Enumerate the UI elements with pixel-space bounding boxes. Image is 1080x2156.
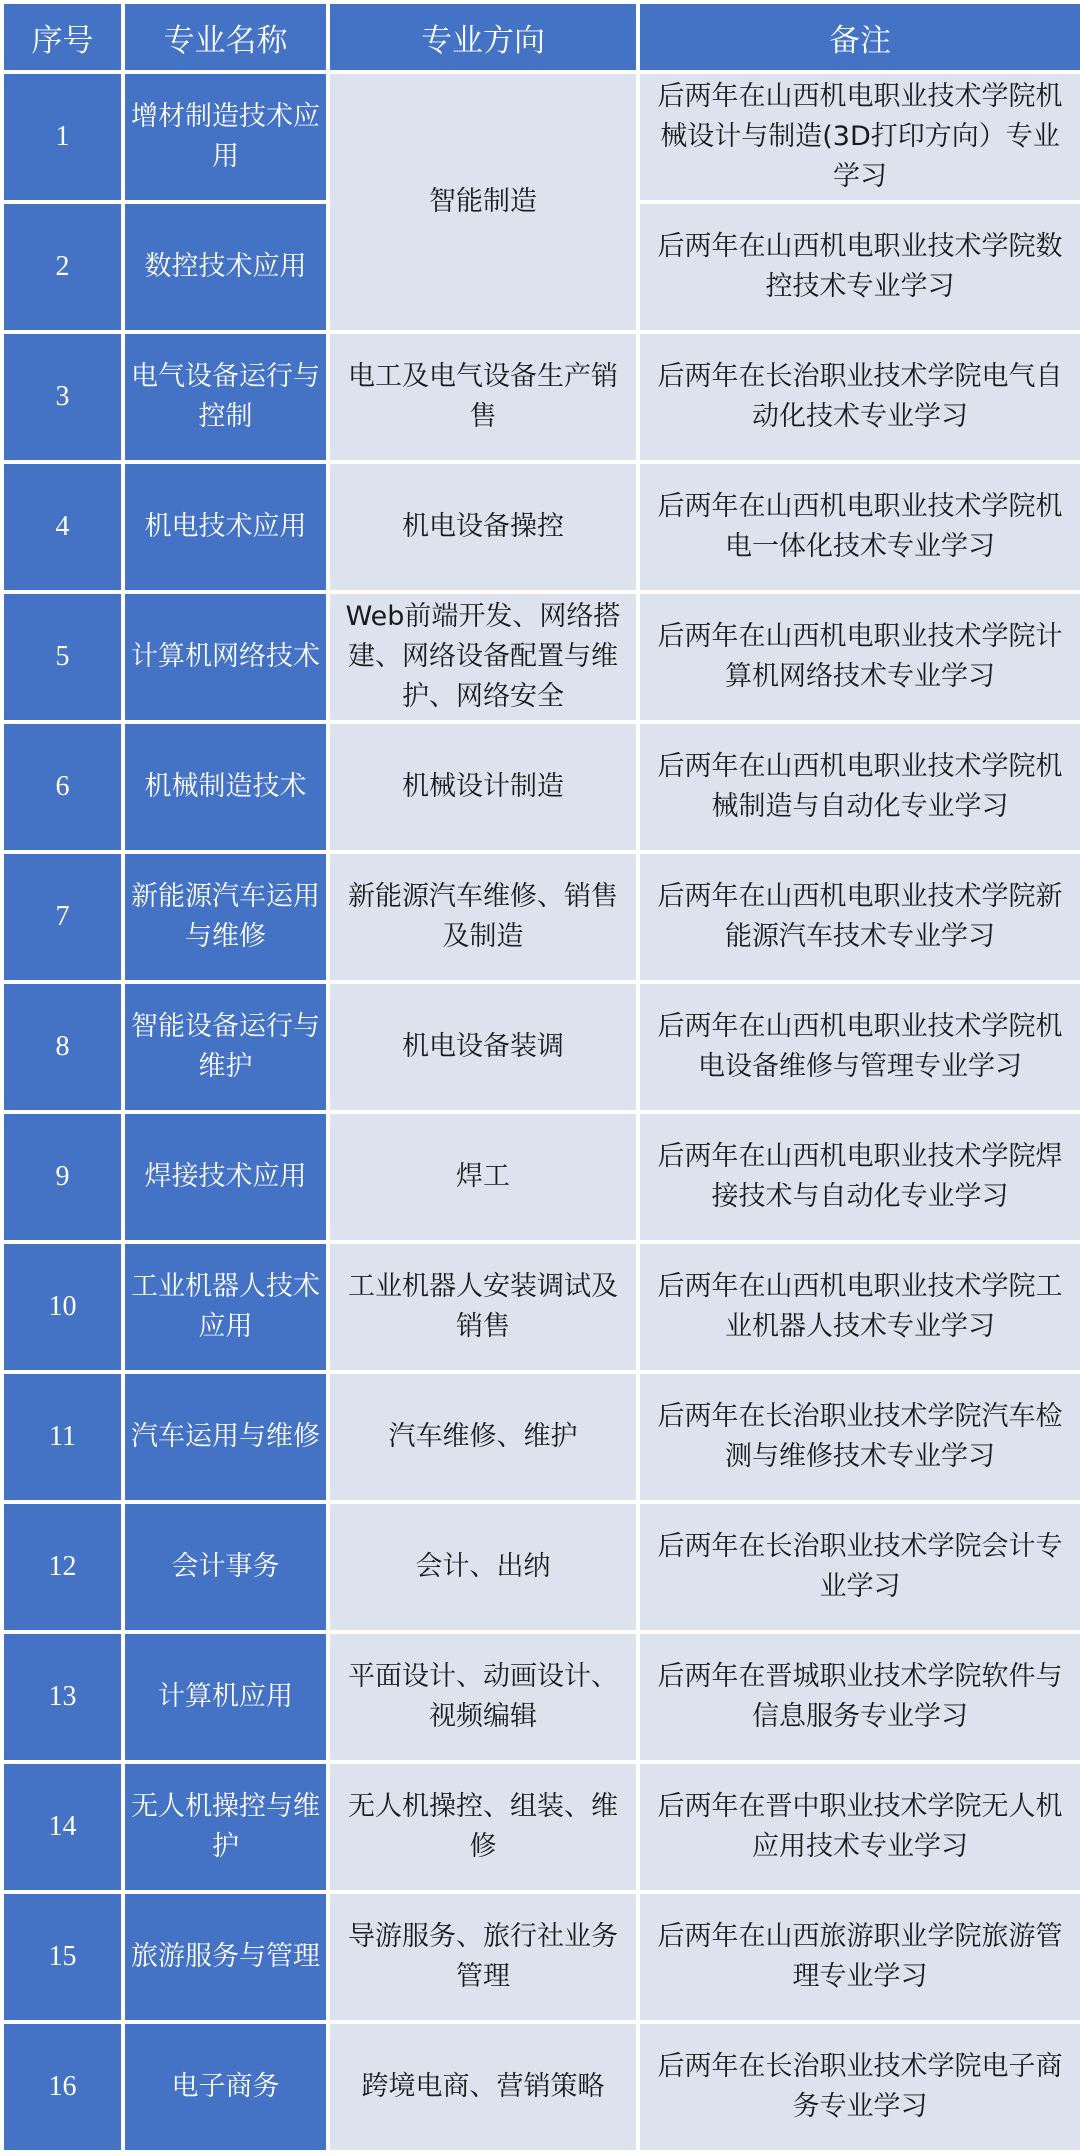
row-direction: 汽车维修、维护 — [330, 1374, 636, 1500]
header-index: 序号 — [4, 4, 121, 70]
row-index: 7 — [4, 854, 121, 980]
row-direction: 机电设备装调 — [330, 984, 636, 1110]
table-row — [4, 1764, 1080, 1890]
row-index: 3 — [4, 334, 121, 460]
row-direction: Web前端开发、网络搭建、网络设备配置与维护、网络安全 — [330, 594, 636, 720]
row-index: 14 — [4, 1764, 121, 1890]
row-index: 15 — [4, 1894, 121, 2020]
row-direction: 机电设备操控 — [330, 464, 636, 590]
row-major-name: 新能源汽车运用与维修 — [125, 854, 326, 980]
table-body — [4, 74, 1080, 2150]
row-direction: 电工及电气设备生产销售 — [330, 334, 636, 460]
row-remark: 后两年在山西机电职业技术学院数控技术专业学习 — [640, 204, 1080, 330]
table-row — [4, 2024, 1080, 2150]
row-direction: 智能制造 — [330, 74, 636, 330]
row-major-name: 增材制造技术应用 — [125, 74, 326, 200]
row-major-name: 计算机网络技术 — [125, 594, 326, 720]
table-row — [4, 724, 1080, 850]
row-direction: 机械设计制造 — [330, 724, 636, 850]
table-row — [4, 594, 1080, 720]
table-row — [4, 464, 1080, 590]
row-remark: 后两年在山西机电职业技术学院机电一体化技术专业学习 — [640, 464, 1080, 590]
table-row — [4, 1894, 1080, 2020]
row-major-name: 电气设备运行与控制 — [125, 334, 326, 460]
row-index: 4 — [4, 464, 121, 590]
row-remark: 后两年在晋城职业技术学院软件与信息服务专业学习 — [640, 1634, 1080, 1760]
row-direction: 会计、出纳 — [330, 1504, 636, 1630]
row-major-name: 数控技术应用 — [125, 204, 326, 330]
row-major-name: 智能设备运行与维护 — [125, 984, 326, 1110]
row-index: 2 — [4, 204, 121, 330]
row-remark: 后两年在山西机电职业技术学院计算机网络技术专业学习 — [640, 594, 1080, 720]
row-remark: 后两年在山西机电职业技术学院工业机器人技术专业学习 — [640, 1244, 1080, 1370]
table-row — [4, 854, 1080, 980]
row-direction: 导游服务、旅行社业务管理 — [330, 1894, 636, 2020]
row-major-name: 会计事务 — [125, 1504, 326, 1630]
row-major-name: 旅游服务与管理 — [125, 1894, 326, 2020]
row-major-name: 无人机操控与维护 — [125, 1764, 326, 1890]
row-index: 13 — [4, 1634, 121, 1760]
row-major-name: 计算机应用 — [125, 1634, 326, 1760]
row-direction: 焊工 — [330, 1114, 636, 1240]
table-row — [4, 1244, 1080, 1370]
row-index: 1 — [4, 74, 121, 200]
row-index: 11 — [4, 1374, 121, 1500]
table-header — [4, 4, 1080, 70]
row-remark: 后两年在长治职业技术学院汽车检测与维修技术专业学习 — [640, 1374, 1080, 1500]
row-major-name: 机电技术应用 — [125, 464, 326, 590]
row-major-name: 工业机器人技术应用 — [125, 1244, 326, 1370]
row-direction: 平面设计、动画设计、视频编辑 — [330, 1634, 636, 1760]
row-remark: 后两年在长治职业技术学院电气自动化技术专业学习 — [640, 334, 1080, 460]
row-major-name: 焊接技术应用 — [125, 1114, 326, 1240]
row-remark: 后两年在山西机电职业技术学院机电设备维修与管理专业学习 — [640, 984, 1080, 1110]
row-direction: 新能源汽车维修、销售及制造 — [330, 854, 636, 980]
table-row — [4, 1634, 1080, 1760]
row-remark: 后两年在长治职业技术学院电子商务专业学习 — [640, 2024, 1080, 2150]
row-major-name: 机械制造技术 — [125, 724, 326, 850]
row-direction: 无人机操控、组装、维修 — [330, 1764, 636, 1890]
table-row — [4, 334, 1080, 460]
header-row — [4, 4, 1080, 70]
row-index: 5 — [4, 594, 121, 720]
row-index: 9 — [4, 1114, 121, 1240]
row-remark: 后两年在山西机电职业技术学院新能源汽车技术专业学习 — [640, 854, 1080, 980]
row-remark: 后两年在山西机电职业技术学院机械制造与自动化专业学习 — [640, 724, 1080, 850]
row-index: 16 — [4, 2024, 121, 2150]
row-remark: 后两年在晋中职业技术学院无人机应用技术专业学习 — [640, 1764, 1080, 1890]
row-index: 12 — [4, 1504, 121, 1630]
table-row — [4, 1114, 1080, 1240]
row-remark: 后两年在长治职业技术学院会计专业学习 — [640, 1504, 1080, 1630]
table-row — [4, 1374, 1080, 1500]
header-direction: 专业方向 — [330, 4, 636, 70]
row-index: 8 — [4, 984, 121, 1110]
row-direction: 跨境电商、营销策略 — [330, 2024, 636, 2150]
row-major-name: 汽车运用与维修 — [125, 1374, 326, 1500]
row-index: 10 — [4, 1244, 121, 1370]
row-major-name: 电子商务 — [125, 2024, 326, 2150]
row-remark: 后两年在山西旅游职业学院旅游管理专业学习 — [640, 1894, 1080, 2020]
table-row — [4, 984, 1080, 1110]
row-index: 6 — [4, 724, 121, 850]
table-row — [4, 1504, 1080, 1630]
row-direction: 工业机器人安装调试及销售 — [330, 1244, 636, 1370]
row-remark: 后两年在山西机电职业技术学院机械设计与制造(3D打印方向）专业学习 — [640, 74, 1080, 200]
table-row — [4, 74, 1080, 200]
header-name: 专业名称 — [125, 4, 326, 70]
header-remark: 备注 — [640, 4, 1080, 70]
row-remark: 后两年在山西机电职业技术学院焊接技术与自动化专业学习 — [640, 1114, 1080, 1240]
